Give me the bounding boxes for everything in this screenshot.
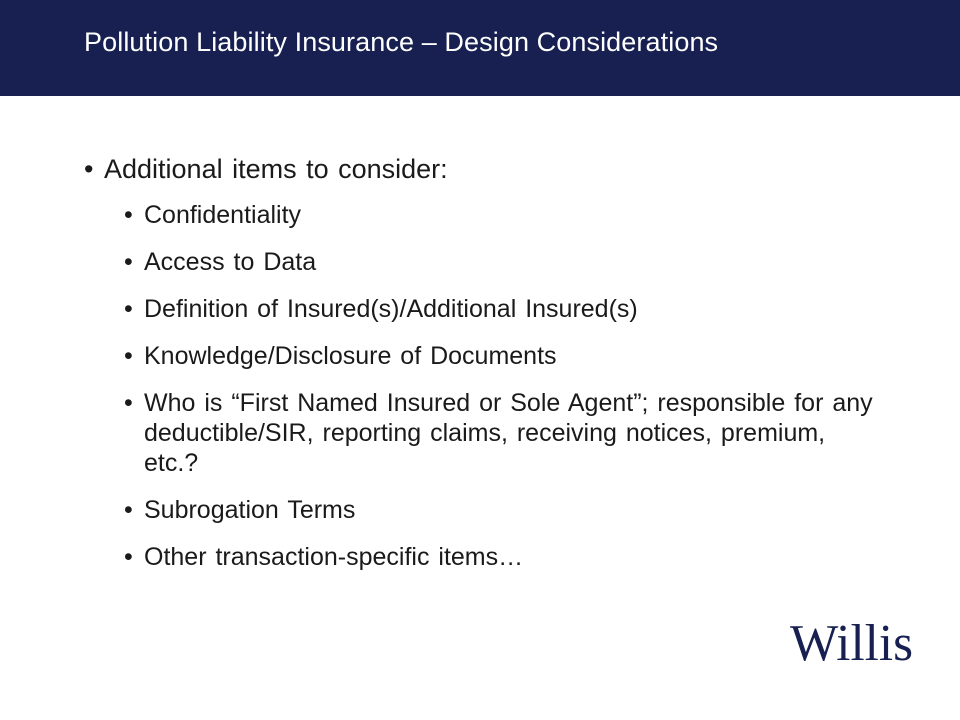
sub-bullet-list (124, 200, 884, 572)
bullet-icon: • (124, 389, 133, 417)
bullet-icon: • (124, 295, 133, 323)
bullet-icon: • (124, 543, 133, 571)
bullet-icon: • (124, 342, 133, 370)
sub-bullet-item (124, 294, 884, 324)
sub-bullet-text: Subrogation Terms (144, 496, 356, 524)
sub-bullet-item (124, 495, 884, 525)
sub-bullet-item (124, 247, 884, 277)
sub-bullet-text: Definition of Insured(s)/Additional Insured(s) (144, 295, 638, 323)
slide-body (84, 152, 884, 589)
main-bullet-text: Additional items to consider: (104, 154, 448, 184)
main-bullet (84, 152, 884, 186)
bullet-icon: • (84, 154, 94, 184)
sub-bullet-item (124, 388, 884, 478)
sub-bullet-item (124, 542, 884, 572)
sub-bullet-text: Who is “First Named Insured or Sole Agent”; responsible for any deductible/SIR, reporting claims, receiving notices, premium, etc.? (144, 389, 873, 477)
bullet-icon: • (124, 248, 133, 276)
bullet-icon: • (124, 496, 133, 524)
willis-logo-text: Willis (790, 615, 913, 667)
sub-bullet-item (124, 341, 884, 371)
sub-bullet-text: Knowledge/Disclosure of Documents (144, 342, 557, 370)
bullet-icon: • (124, 201, 133, 229)
sub-bullet-text: Confidentiality (144, 201, 302, 229)
slide-title: Pollution Liability Insurance – Design Considerations (84, 27, 719, 57)
title-bar (0, 0, 960, 96)
sub-bullet-text: Other transaction-specific items… (144, 543, 524, 571)
sub-bullet-item (124, 200, 884, 230)
sub-bullet-text: Access to Data (144, 248, 317, 276)
willis-logo (790, 612, 915, 667)
